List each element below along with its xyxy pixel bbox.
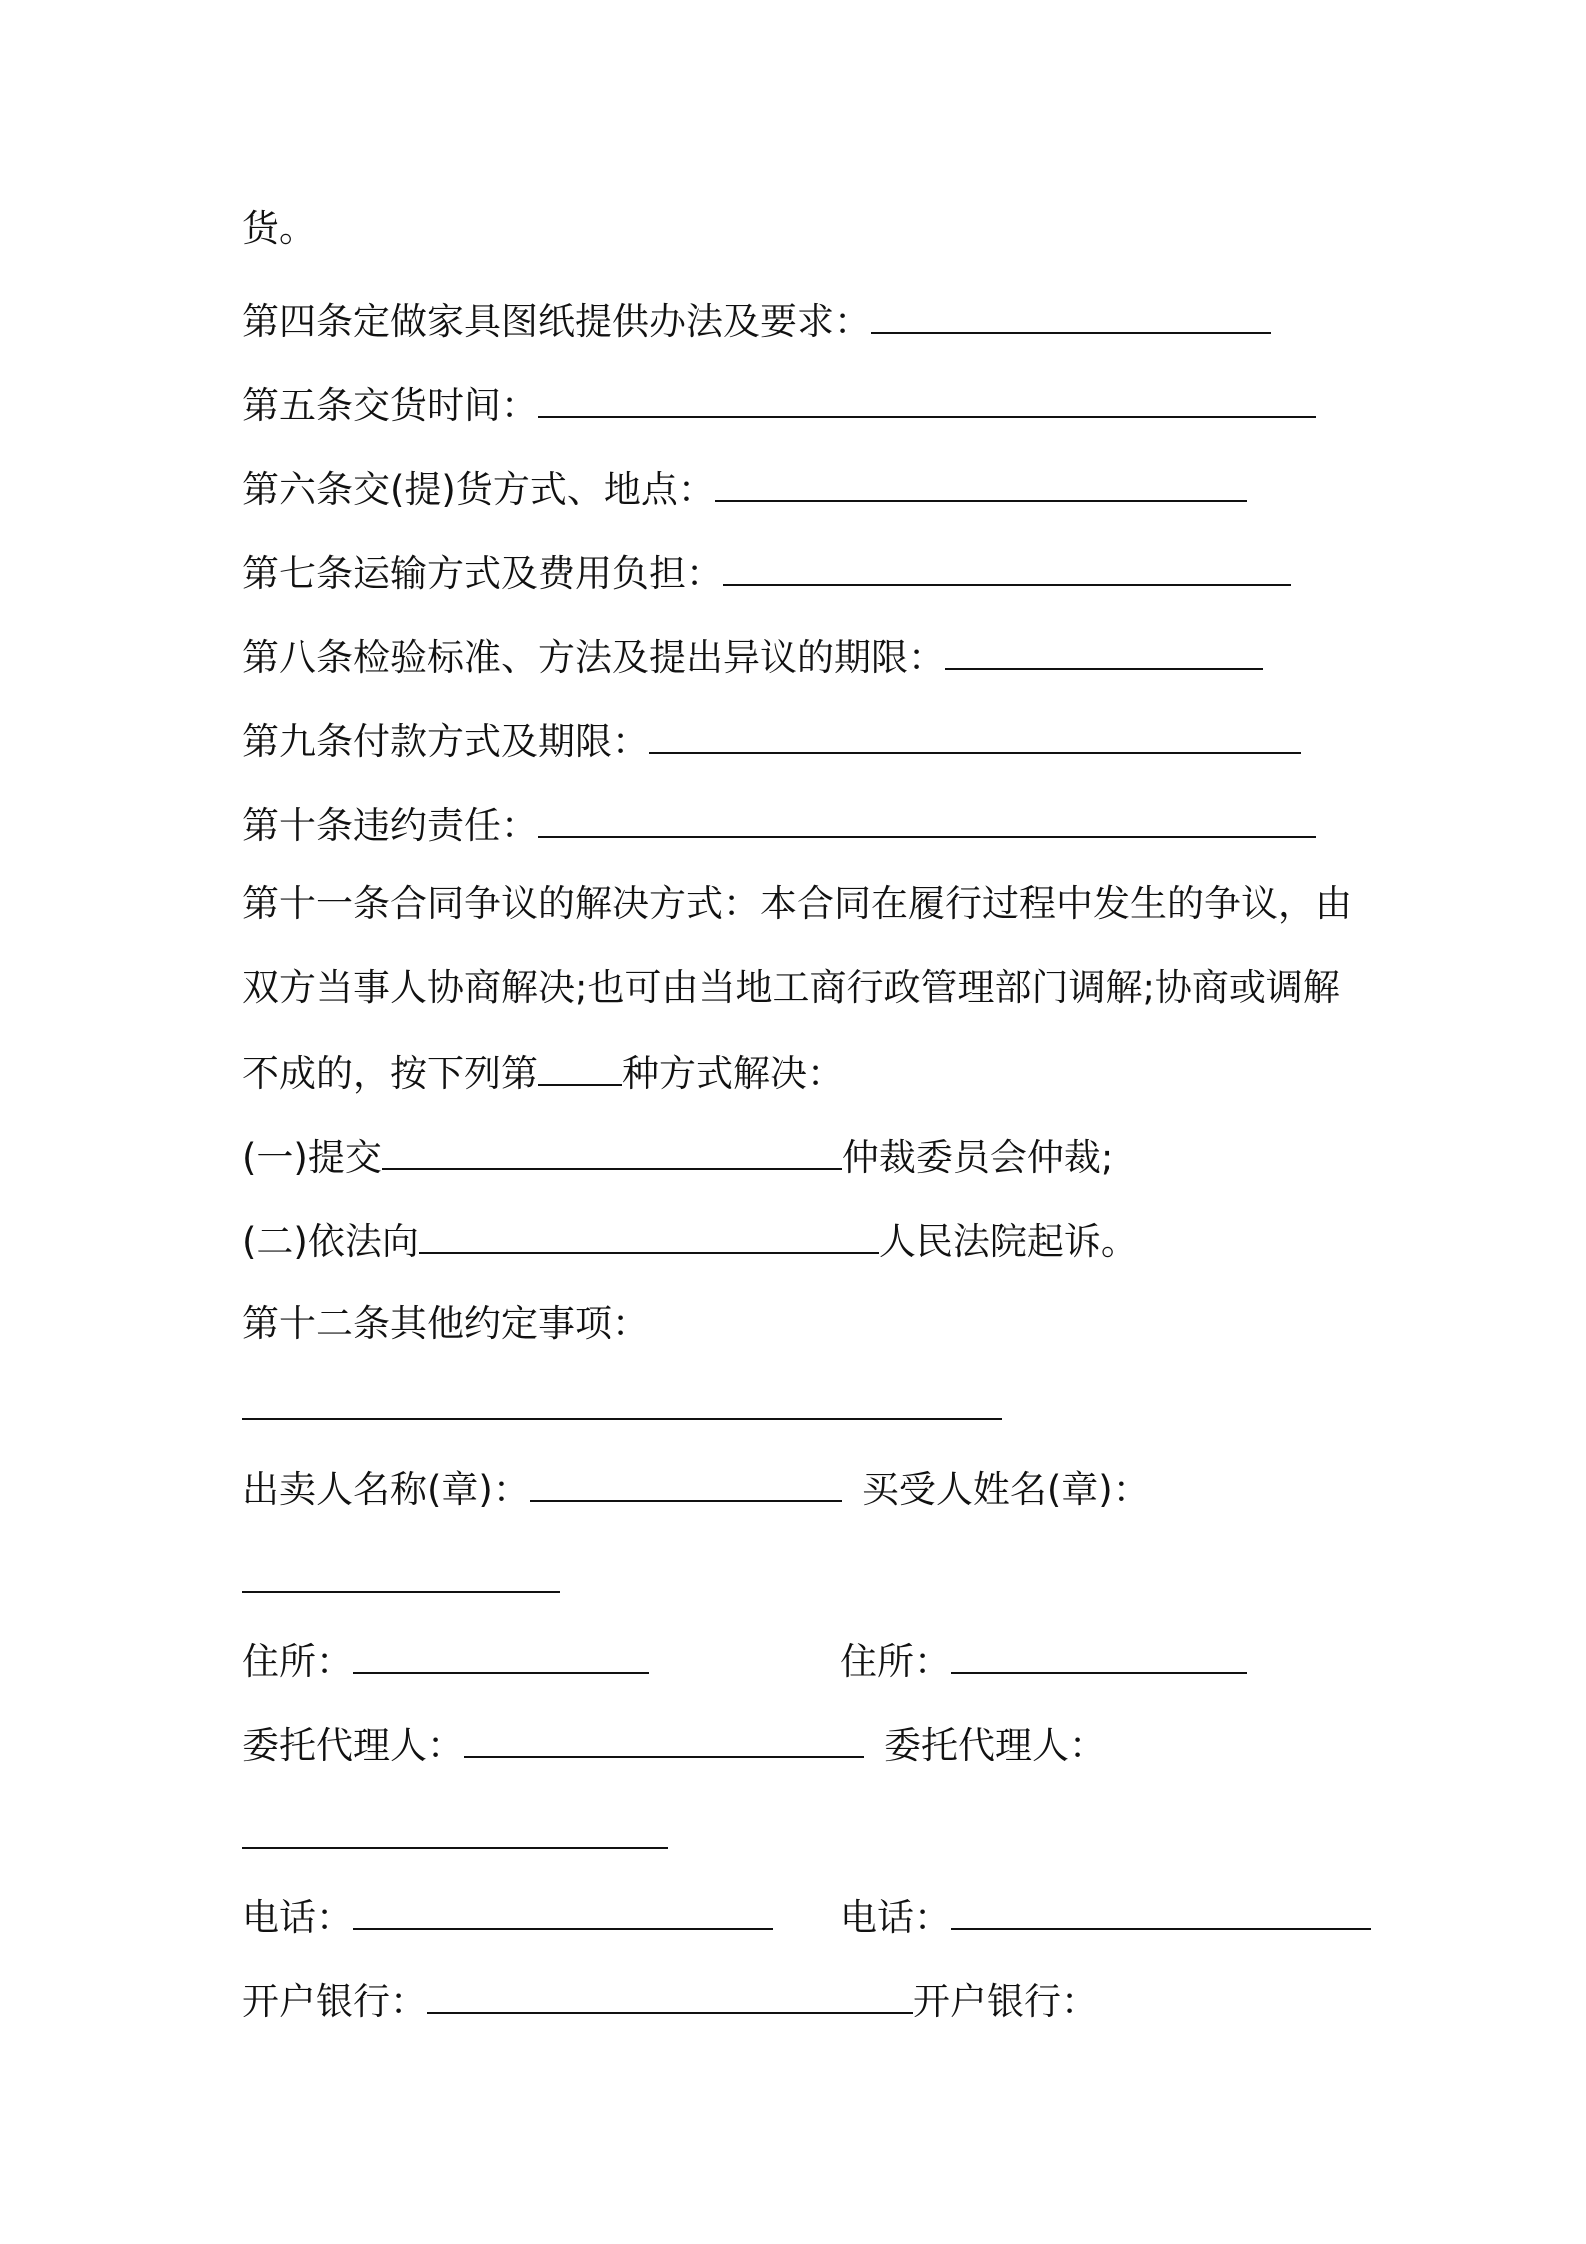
clause-8-label: 第八条检验标准、方法及提出异议的期限： xyxy=(242,636,945,679)
arbitration-committee-blank[interactable] xyxy=(382,1132,842,1170)
clause-11-line-2: 双方当事人协商解决;也可由当地工商行政管理部门调解;协商或调解 xyxy=(242,966,1340,1009)
seller-phone-label: 电话： xyxy=(242,1896,353,1939)
clause-4 xyxy=(242,296,1271,346)
clause-6 xyxy=(242,464,1247,514)
bank-row xyxy=(242,1976,1098,2026)
phone-row xyxy=(242,1892,773,1942)
clause-11-line-3: 不成的，按下列第 种方式解决： xyxy=(242,1048,844,1098)
clause-6-label: 第六条交(提)货方式、地点： xyxy=(242,468,715,511)
option-court: (二)依法向 人民法院起诉。 xyxy=(242,1216,1138,1266)
clause-5 xyxy=(242,380,1316,430)
buyer-phone-blank[interactable] xyxy=(951,1892,1371,1930)
clause-4-label: 第四条定做家具图纸提供办法及要求： xyxy=(242,300,871,343)
seller-name-row xyxy=(242,1464,1150,1514)
clause-5-label: 第五条交货时间： xyxy=(242,384,538,427)
clause-5-blank[interactable] xyxy=(538,380,1316,418)
seller-address-label: 住所： xyxy=(242,1640,353,1683)
seller-agent-label: 委托代理人： xyxy=(242,1724,464,1767)
court-blank[interactable] xyxy=(419,1216,879,1254)
clause-9-blank[interactable] xyxy=(649,716,1301,754)
option-arbitration: (一)提交 仲裁委员会仲裁; xyxy=(242,1132,1113,1182)
buyer-bank-label: 开户银行： xyxy=(913,1980,1098,2023)
clause-7-label: 第七条运输方式及费用负担： xyxy=(242,552,723,595)
clause-4-blank[interactable] xyxy=(871,296,1271,334)
clause-7 xyxy=(242,548,1291,598)
clause-7-blank[interactable] xyxy=(723,548,1291,586)
clause-12: 第十二条其他约定事项： xyxy=(242,1302,649,1345)
buyer-name-label: 买受人姓名(章)： xyxy=(861,1468,1150,1511)
clause-10-label: 第十条违约责任： xyxy=(242,804,538,847)
other-terms-blank[interactable] xyxy=(242,1418,1002,1420)
buyer-phone-label: 电话： xyxy=(840,1896,951,1939)
seller-phone-blank[interactable] xyxy=(353,1892,773,1930)
buyer-phone xyxy=(840,1892,1371,1942)
clause-9-label: 第九条付款方式及期限： xyxy=(242,720,649,763)
clause-8 xyxy=(242,632,1263,682)
seller-bank-label: 开户银行： xyxy=(242,1980,427,2023)
clause-11-line-1: 第十一条合同争议的解决方式：本合同在履行过程中发生的争议，由 xyxy=(242,882,1352,925)
text-line: 货。 xyxy=(242,207,316,250)
agent-row xyxy=(242,1720,1106,1770)
seller-name-blank[interactable] xyxy=(530,1464,842,1502)
address-row xyxy=(242,1636,649,1686)
buyer-agent-blank[interactable] xyxy=(242,1847,668,1849)
clause-10 xyxy=(242,800,1316,850)
seller-bank-blank[interactable] xyxy=(427,1976,913,2014)
seller-address-blank[interactable] xyxy=(353,1636,649,1674)
buyer-address xyxy=(840,1636,1247,1686)
buyer-address-blank[interactable] xyxy=(951,1636,1247,1674)
clause-10-blank[interactable] xyxy=(538,800,1316,838)
clause-9 xyxy=(242,716,1301,766)
buyer-address-label: 住所： xyxy=(840,1640,951,1683)
buyer-agent-label: 委托代理人： xyxy=(884,1724,1106,1767)
method-number-blank[interactable] xyxy=(538,1048,622,1086)
clause-6-blank[interactable] xyxy=(715,464,1247,502)
seller-name-label: 出卖人名称(章)： xyxy=(242,1468,530,1511)
buyer-name-blank[interactable] xyxy=(242,1591,560,1593)
clause-8-blank[interactable] xyxy=(945,632,1263,670)
seller-agent-blank[interactable] xyxy=(464,1720,864,1758)
